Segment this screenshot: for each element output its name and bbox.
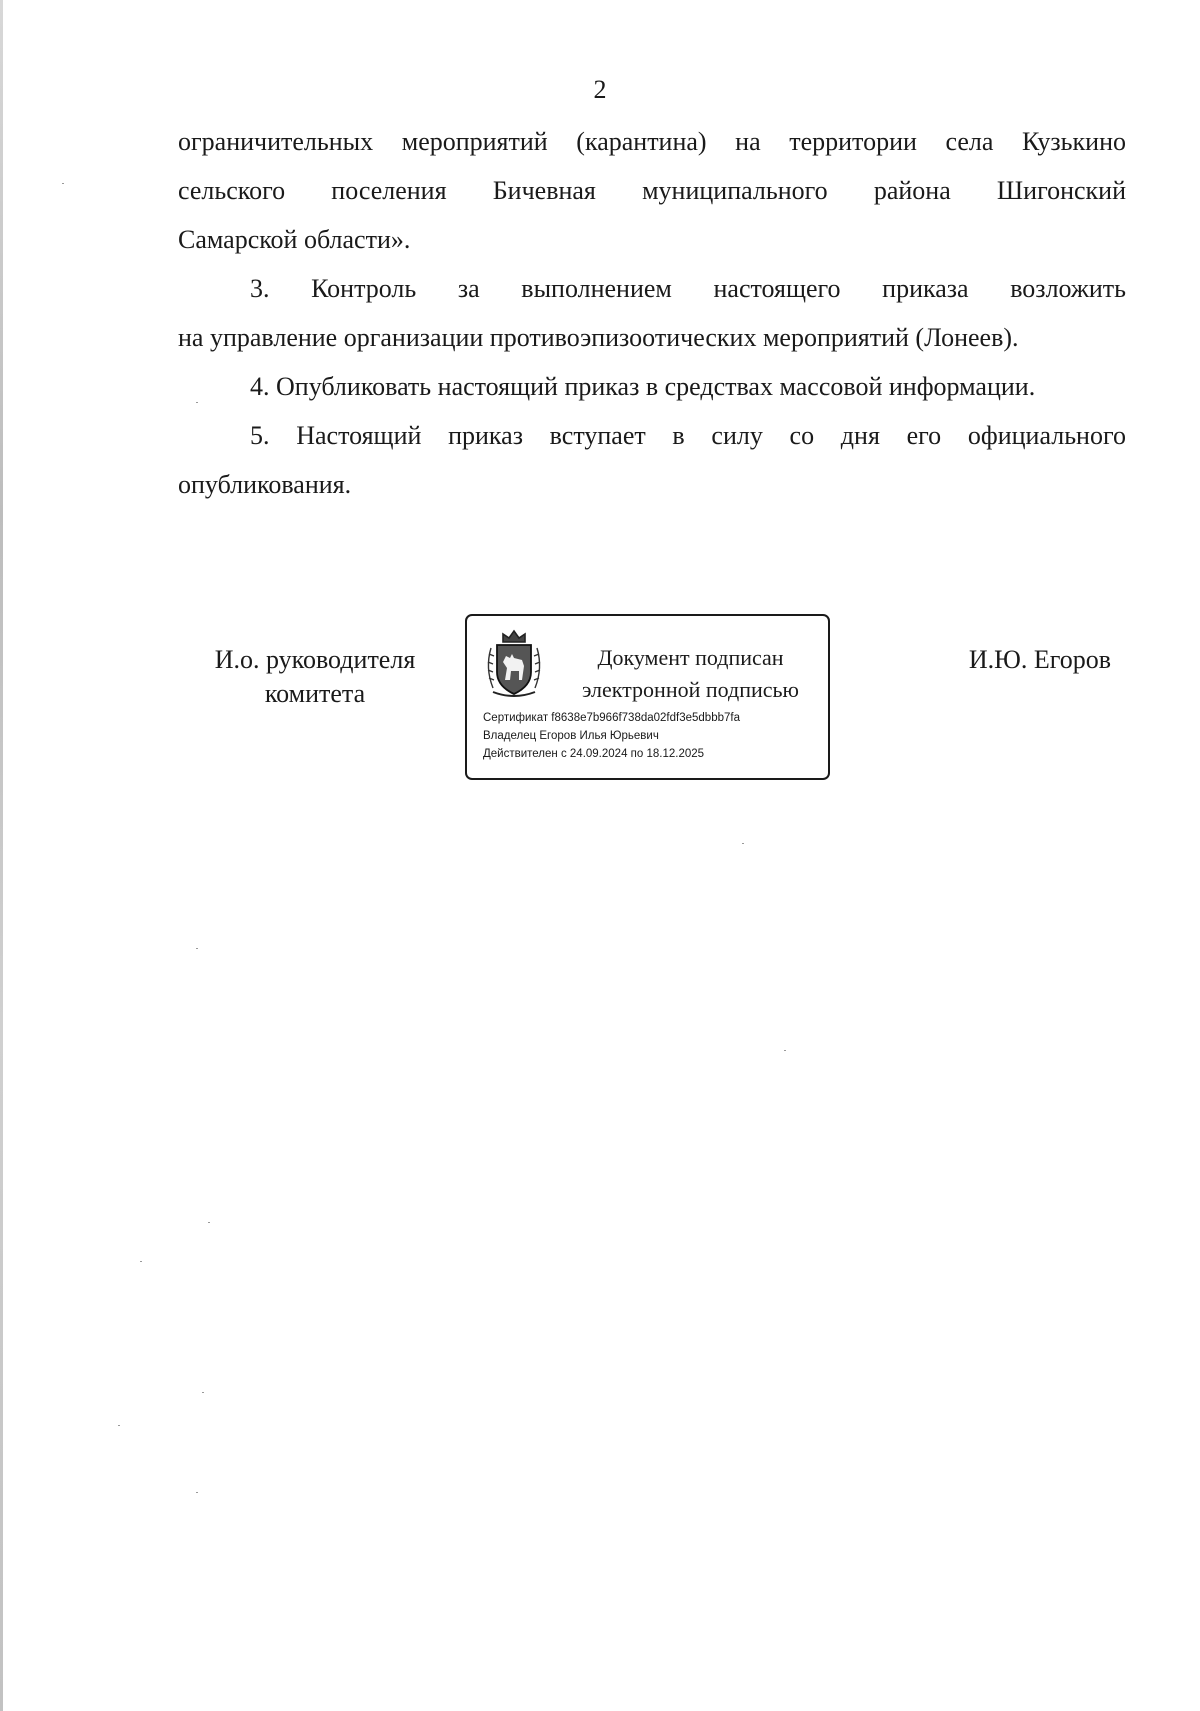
paragraph-line: Самарской области». xyxy=(178,225,411,254)
electronic-signature-stamp xyxy=(465,614,830,780)
certificate-validity: Действителен с 24.09.2024 по 18.12.2025 xyxy=(483,748,705,760)
signatory-position-line: И.о. руководителя xyxy=(214,645,416,674)
scan-speck xyxy=(196,948,198,949)
scan-speck xyxy=(62,183,64,184)
page-number: 2 xyxy=(593,75,607,104)
scan-speck xyxy=(784,1050,786,1051)
scan-speck xyxy=(118,1425,120,1426)
stamp-details xyxy=(483,709,823,763)
scan-speck xyxy=(196,402,198,403)
signatory-name: И.Ю. Егоров xyxy=(968,645,1112,674)
scan-speck xyxy=(208,1222,210,1223)
certificate-owner: Владелец Егоров Илья Юрьевич xyxy=(483,730,659,742)
paragraph-line: опубликования. xyxy=(178,470,352,499)
signatory-position-line: комитета xyxy=(264,679,366,708)
paragraph-line: 5. Настоящий приказ вступает в силу со дня его официального xyxy=(250,421,1126,450)
paragraph-line: 3. Контроль за выполнением настоящего приказа возложить xyxy=(250,274,1126,303)
paragraph-line: на управление организации противоэпизоотических мероприятий (Лонеев). xyxy=(178,323,1019,352)
stamp-title-line: Документ подписан xyxy=(597,645,784,670)
document-body xyxy=(178,117,1126,509)
stamp-title xyxy=(563,642,818,706)
scan-speck xyxy=(742,843,744,844)
scan-speck xyxy=(202,1392,204,1393)
paragraph-line: сельского поселения Бичевная муниципального района Шигонский xyxy=(178,176,1126,205)
signatory-position xyxy=(190,643,440,711)
certificate-number: Сертификат f8638e7b966f738da02fdf3e5dbbb7fa xyxy=(483,712,740,724)
samara-region-coat-of-arms-icon xyxy=(481,628,547,700)
scan-speck xyxy=(140,1261,142,1262)
scan-edge xyxy=(0,0,3,1711)
paragraph-line: 4. Опубликовать настоящий приказ в средствах массовой информации. xyxy=(250,372,1036,401)
paragraph-line: ограничительных мероприятий (карантина) на территории села Кузькино xyxy=(178,127,1126,156)
stamp-title-line: электронной подписью xyxy=(581,677,799,702)
scan-speck xyxy=(196,1492,198,1493)
